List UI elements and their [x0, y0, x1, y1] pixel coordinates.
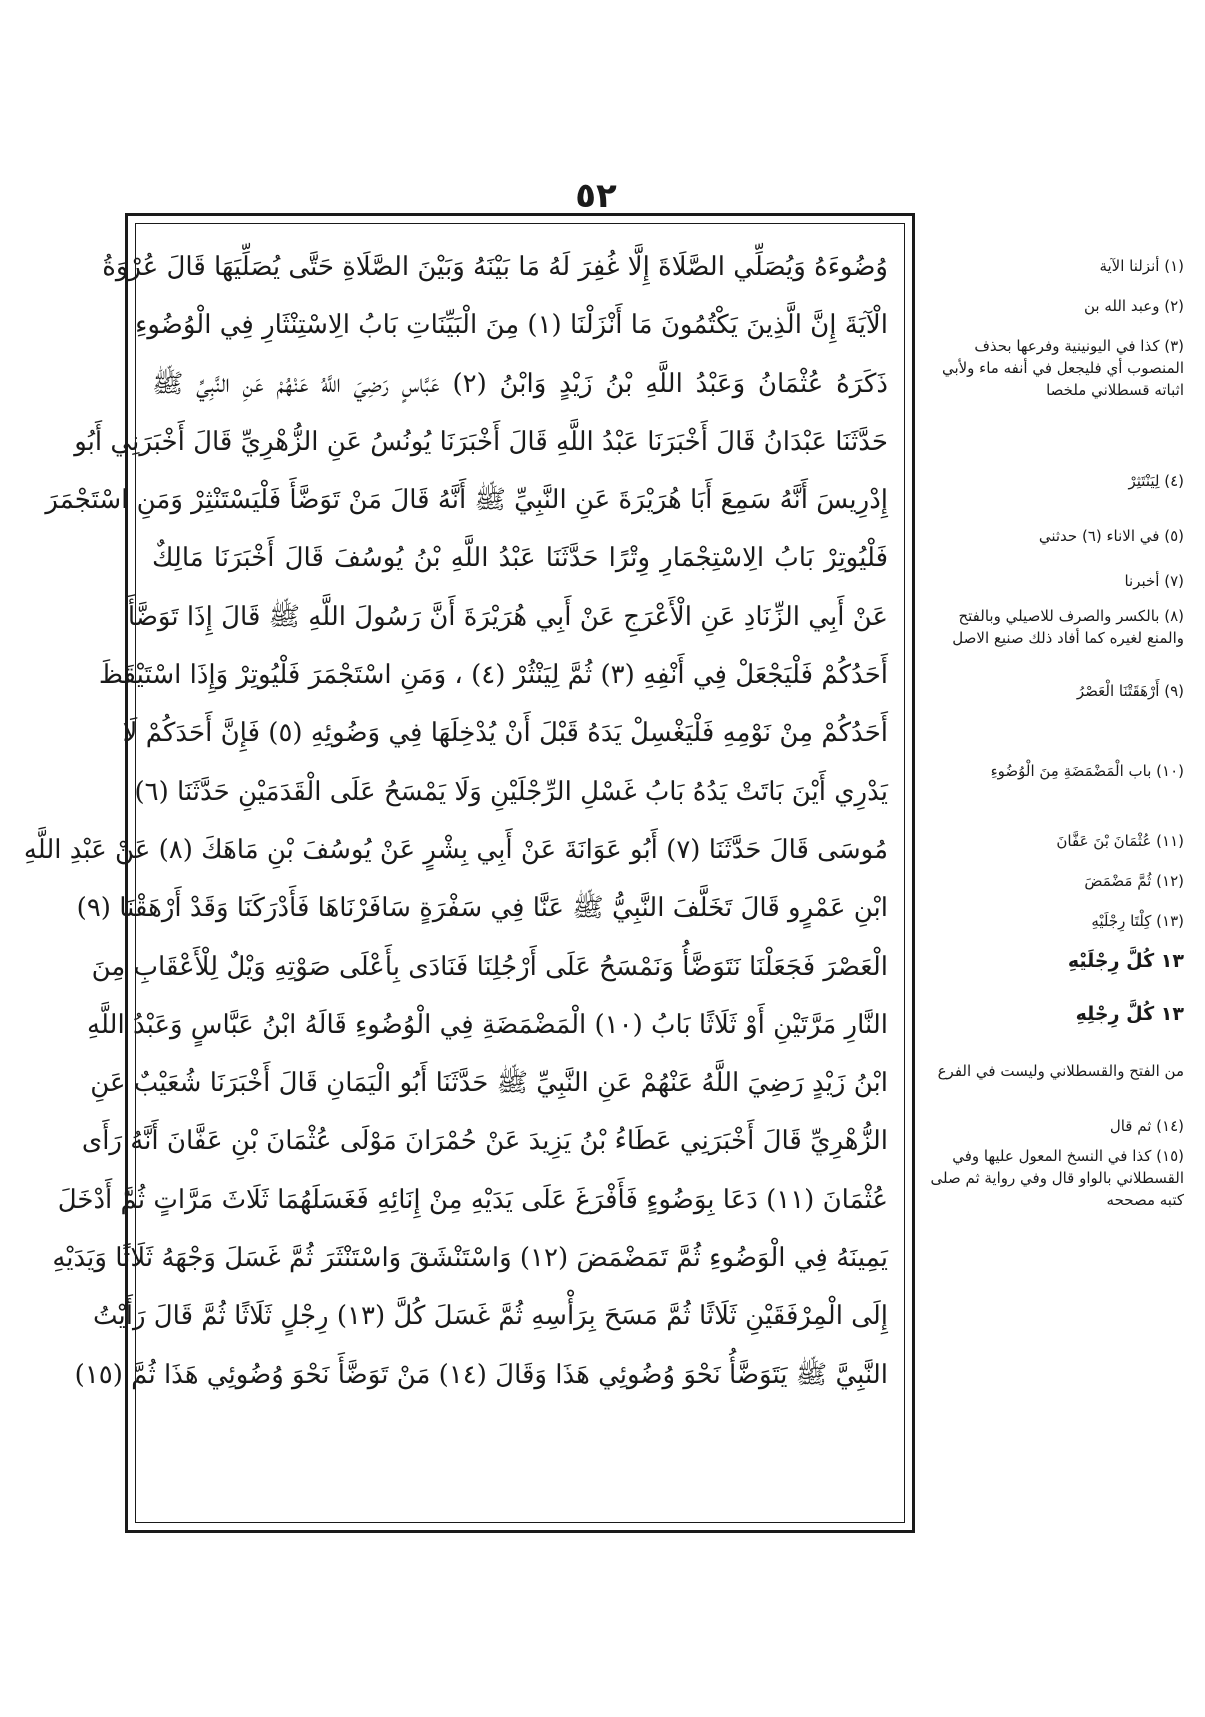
- main-text-line: عُثْمَانَ (١١) دَعَا بِوَضُوءٍ فَأَفْرَغَ عَلَى يَدَيْهِ مِنْ إِنَائِهِ فَغَسَلَهُمَا ثَلَاثَ مَرَّاتٍ ثُمَّ أَدْخَلَ: [57, 1184, 888, 1215]
- main-text-line: الْآيَةَ إِنَّ الَّذِينَ يَكْتُمُونَ مَا أَنْزَلْنَا (١) مِنَ الْبَيِّنَاتِ بَابُ الِاسْتِنْثَارِ فِي الْوُضُوءِ: [135, 310, 888, 341]
- margin-note: (١٤) ثم قال: [1109, 1117, 1184, 1135]
- main-text-line: يَدْرِي أَيْنَ بَاتَتْ يَدُهُ بَابُ غَسْلِ الرِّجْلَيْنِ وَلَا يَمْسَحُ عَلَى الْقَدَمَيْنِ حَدَّثَنَا (٦): [134, 776, 888, 807]
- main-text-line: النَّبِيَّ ﷺ يَتَوَضَّأُ نَحْوَ وُضُوئِي هَذَا وَقَالَ (١٤) مَنْ تَوَضَّأَ نَحْوَ وُضُوئِي هَذَا ثُمَّ (١٥): [74, 1359, 888, 1390]
- margin-notes: [922, 255, 1184, 1435]
- margin-note: (٨) بالكسر والصرف للاصيلي وبالفتح والمنع لغيره كما أفاد ذلك صنيع الاصل: [952, 607, 1184, 647]
- margin-note: ١٣ كُلَّ رِجْلِهِ: [1075, 1003, 1184, 1025]
- main-text-frame: [23, 223, 905, 1523]
- margin-note: (٩) أَرْهَقَتْنَا الْعَصْرُ: [1076, 682, 1184, 700]
- margin-note: (٣) كذا في اليونينية وفرعها بحذف المنصوب أي فليجعل في أنفه ماء ولأبي اثباته قسطلاني ملخصا: [941, 337, 1184, 399]
- margin-note: (٥) في الاناء (٦) حدثني: [1038, 527, 1184, 545]
- main-text-line: ابْنُ زَيْدٍ رَضِيَ اللَّهُ عَنْهُمْ عَنِ النَّبِيِّ ﷺ حَدَّثَنَا أَبُو الْيَمَانِ قَالَ أَخْبَرَنَا شُعَيْبٌ عَنِ: [90, 1068, 888, 1099]
- main-text-line: الزُّهْرِيِّ قَالَ أَخْبَرَنِي عَطَاءُ بْنُ يَزِيدَ عَنْ حُمْرَانَ مَوْلَى عُثْمَانَ بْنِ عَفَّانَ أَنَّهُ رَأَى: [81, 1126, 888, 1157]
- margin-note: (١٥) كذا في النسخ المعول عليها وفي القسطلاني بالواو قال وفي رواية ثم صلى كتبه مصححه: [930, 1147, 1184, 1209]
- page-number: ٥٢: [575, 176, 617, 216]
- margin-note: (١٠) باب الْمَضْمَضَةِ مِنَ الْوُضُوءِ: [990, 762, 1184, 780]
- main-text-line: حَدَّثَنَا عَبْدَانُ قَالَ أَخْبَرَنَا عَبْدُ اللَّهِ قَالَ أَخْبَرَنَا يُونُسُ عَنِ الزُّهْرِيِّ قَالَ أَخْبَرَنِي أَبُو: [74, 426, 888, 457]
- main-text-line: وُضُوءَهُ وَيُصَلِّي الصَّلَاةَ إِلَّا غُفِرَ لَهُ مَا بَيْنَهُ وَبَيْنَ الصَّلَاةِ حَتَّى يُصَلِّيَهَا قَالَ عُرْوَةُ: [102, 252, 888, 282]
- main-text-line: أَحَدُكُمْ مِنْ نَوْمِهِ فَلْيَغْسِلْ يَدَهُ قَبْلَ أَنْ يُدْخِلَهَا فِي وَضُوئِهِ (٥) فَإِنَّ أَحَدَكُمْ لَا: [122, 718, 888, 749]
- main-text-line: ابْنِ عَمْرٍو قَالَ تَخَلَّفَ النَّبِيُّ ﷺ عَنَّا فِي سَفْرَةٍ سَافَرْنَاهَا فَأَدْرَكَنَا وَقَدْ أَرْهَقْنَا (٩): [76, 893, 888, 924]
- main-text-line: عَنْ أَبِي الزِّنَادِ عَنِ الْأَعْرَجِ عَنْ أَبِي هُرَيْرَةَ أَنَّ رَسُولَ اللَّهِ ﷺ قَالَ إِذَا تَوَضَّأَ: [127, 601, 888, 632]
- main-text-line: مُوسَى قَالَ حَدَّثَنَا (٧) أَبُو عَوَانَةَ عَنْ أَبِي بِشْرٍ عَنْ يُوسُفَ بْنِ مَاهَكَ (٨) عَنْ عَبْدِ اللَّهِ: [23, 834, 888, 865]
- margin-note: (١٣) كِلْتَا رِجْلَيْهِ: [1091, 912, 1184, 930]
- main-text-line: إِدْرِيسَ أَنَّهُ سَمِعَ أَبَا هُرَيْرَةَ عَنِ النَّبِيِّ ﷺ أَنَّهُ قَالَ مَنْ تَوَضَّأَ فَلْيَسْتَنْثِرْ وَمَنِ اسْتَجْمَرَ: [45, 485, 888, 516]
- margin-note: (٧) أخبرنا: [1124, 572, 1184, 590]
- main-text-line: يَمِينَهُ فِي الْوَضُوءِ ثُمَّ تَمَضْمَضَ (١٢) وَاسْتَنْشَقَ وَاسْتَنْثَرَ ثُمَّ غَسَلَ وَجْهَهُ ثَلَاثًا وَيَدَيْهِ: [52, 1243, 888, 1274]
- main-text-line: أَحَدُكُمْ فَلْيَجْعَلْ فِي أَنْفِهِ (٣) ثُمَّ لِيَنْثُرْ (٤) ، وَمَنِ اسْتَجْمَرَ فَلْيُوتِرْ وَإِذَا اسْتَيْقَظَ: [98, 660, 888, 691]
- margin-note: (٢) وعبد الله بن: [1083, 297, 1184, 315]
- main-text-line: فَلْيُوتِرْ بَابُ الِاسْتِجْمَارِ وِتْرًا حَدَّثَنَا عَبْدُ اللَّهِ بْنُ يُوسُفَ قَالَ أَخْبَرَنَا مَالِكٌ: [152, 543, 888, 574]
- margin-note: (١١) عُثْمَانَ بْنَ عَفَّانَ: [1056, 832, 1184, 850]
- margin-note: (٤) لِيَنْتَثِرْ: [1128, 472, 1184, 490]
- main-text-line: ذَكَرَهُ عُثْمَانُ وَعَبْدُ اللَّهِ بْنُ زَيْدٍ وَابْنُ (٢) عَبَّاسٍ رَضِيَ اللَّهُ عَنْهُمْ عَنِ النَّبِيِّ ﷺ: [152, 368, 889, 399]
- margin-note: من الفتح والقسطلاني وليست في الفرع: [937, 1062, 1184, 1080]
- main-text-line: النَّارِ مَرَّتَيْنِ أَوْ ثَلَاثًا بَابُ (١٠) الْمَضْمَضَةِ فِي الْوُضُوءِ قَالَهُ ابْنُ عَبَّاسٍ وَعَبْدُ اللَّهِ: [87, 1009, 888, 1040]
- margin-note: ١٣ كُلَّ رِجْلَيْهِ: [1067, 950, 1184, 972]
- main-text: [23, 238, 889, 1404]
- main-text-line: إِلَى الْمِرْفَقَيْنِ ثَلَاثًا ثُمَّ مَسَحَ بِرَأْسِهِ ثُمَّ غَسَلَ كُلَّ (١٣) رِجْلٍ ثَلَاثًا ثُمَّ قَالَ رَأَيْتُ: [92, 1301, 888, 1332]
- margin-note: (١٢) ثُمَّ مَضْمَضَ: [1084, 872, 1184, 890]
- margin-note: (١) أنزلنا الآية: [1099, 257, 1184, 275]
- main-text-line: الْعَصْرَ فَجَعَلْنَا نَتَوَضَّأُ وَنَمْسَحُ عَلَى أَرْجُلِنَا فَنَادَى بِأَعْلَى صَوْتِهِ وَيْلٌ لِلْأَعْقَابِ مِنَ: [91, 951, 888, 982]
